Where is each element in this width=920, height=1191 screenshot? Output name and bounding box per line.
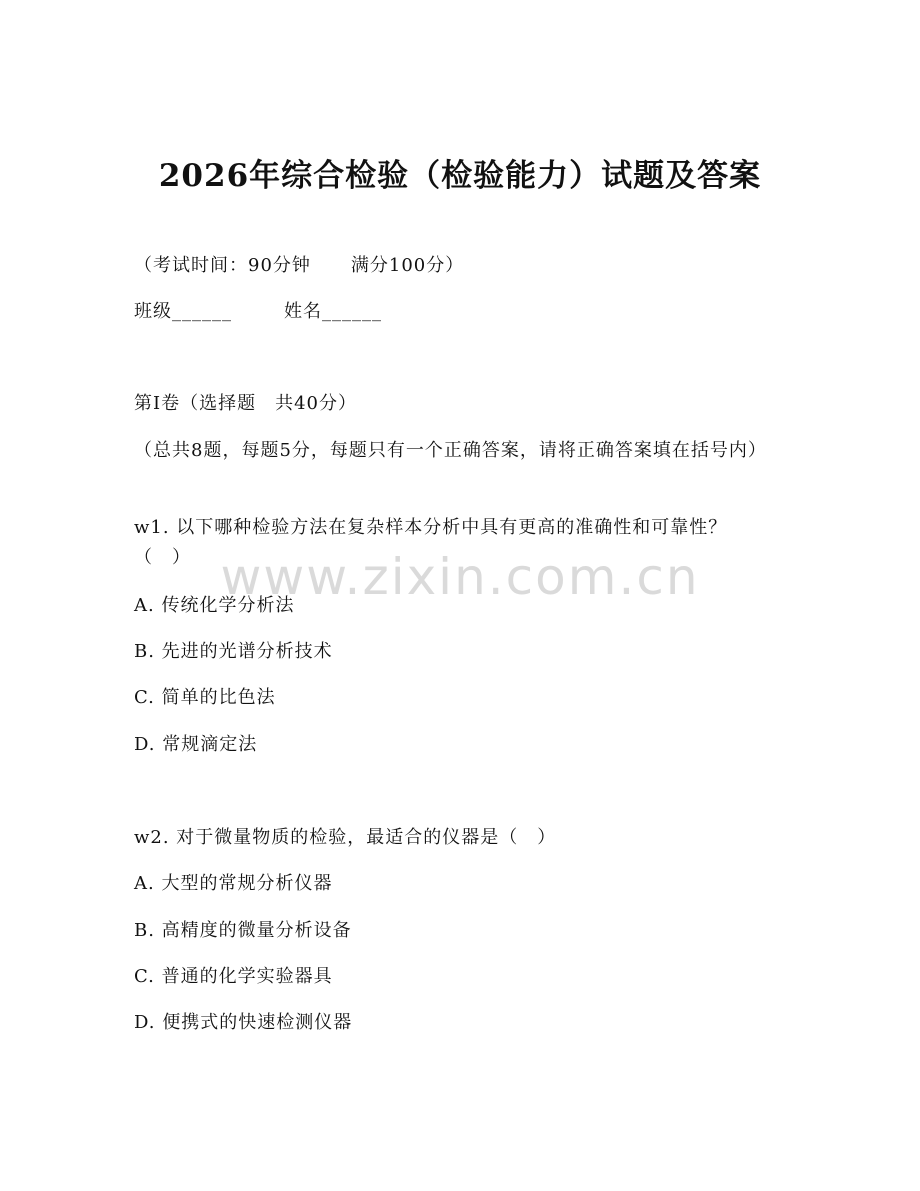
question-2-option-d: D. 便携式的快速检测仪器: [134, 1012, 353, 1033]
question-1-option-b: B. 先进的光谱分析技术: [134, 641, 333, 662]
name-field: 姓名______: [284, 301, 382, 322]
student-fields: [134, 298, 382, 326]
question-2-option-a: A. 大型的常规分析仪器: [134, 873, 333, 894]
document-title: 2026年综合检验（检验能力）试题及答案: [158, 158, 762, 194]
class-field: 班级______: [134, 301, 232, 322]
watermark: www.zixin.com.cn: [220, 548, 700, 606]
question-2-option-b: B. 高精度的微量分析设备: [134, 920, 352, 941]
question-1-option-c: C. 简单的比色法: [134, 687, 276, 708]
exam-score: 满分100分）: [350, 255, 465, 276]
section-heading: 第Ⅰ卷（选择题 共40分）: [134, 393, 358, 414]
question-1-stem: w1. 以下哪种检验方法在复杂样本分析中具有更高的准确性和可靠性？（ ）: [134, 517, 728, 568]
question-2-option-c: C. 普通的化学实验器具: [134, 966, 333, 987]
section-instructions: （总共8题，每题5分，每题只有一个正确答案，请将正确答案填在括号内）: [134, 440, 767, 461]
question-1-option-a: A. 传统化学分析法: [134, 595, 295, 616]
exam-info: [134, 252, 464, 280]
exam-time: （考试时间：90分钟: [134, 255, 311, 276]
question-1-option-d: D. 常规滴定法: [134, 734, 258, 755]
question-2-stem: w2. 对于微量物质的检验，最适合的仪器是（ ）: [134, 827, 557, 848]
